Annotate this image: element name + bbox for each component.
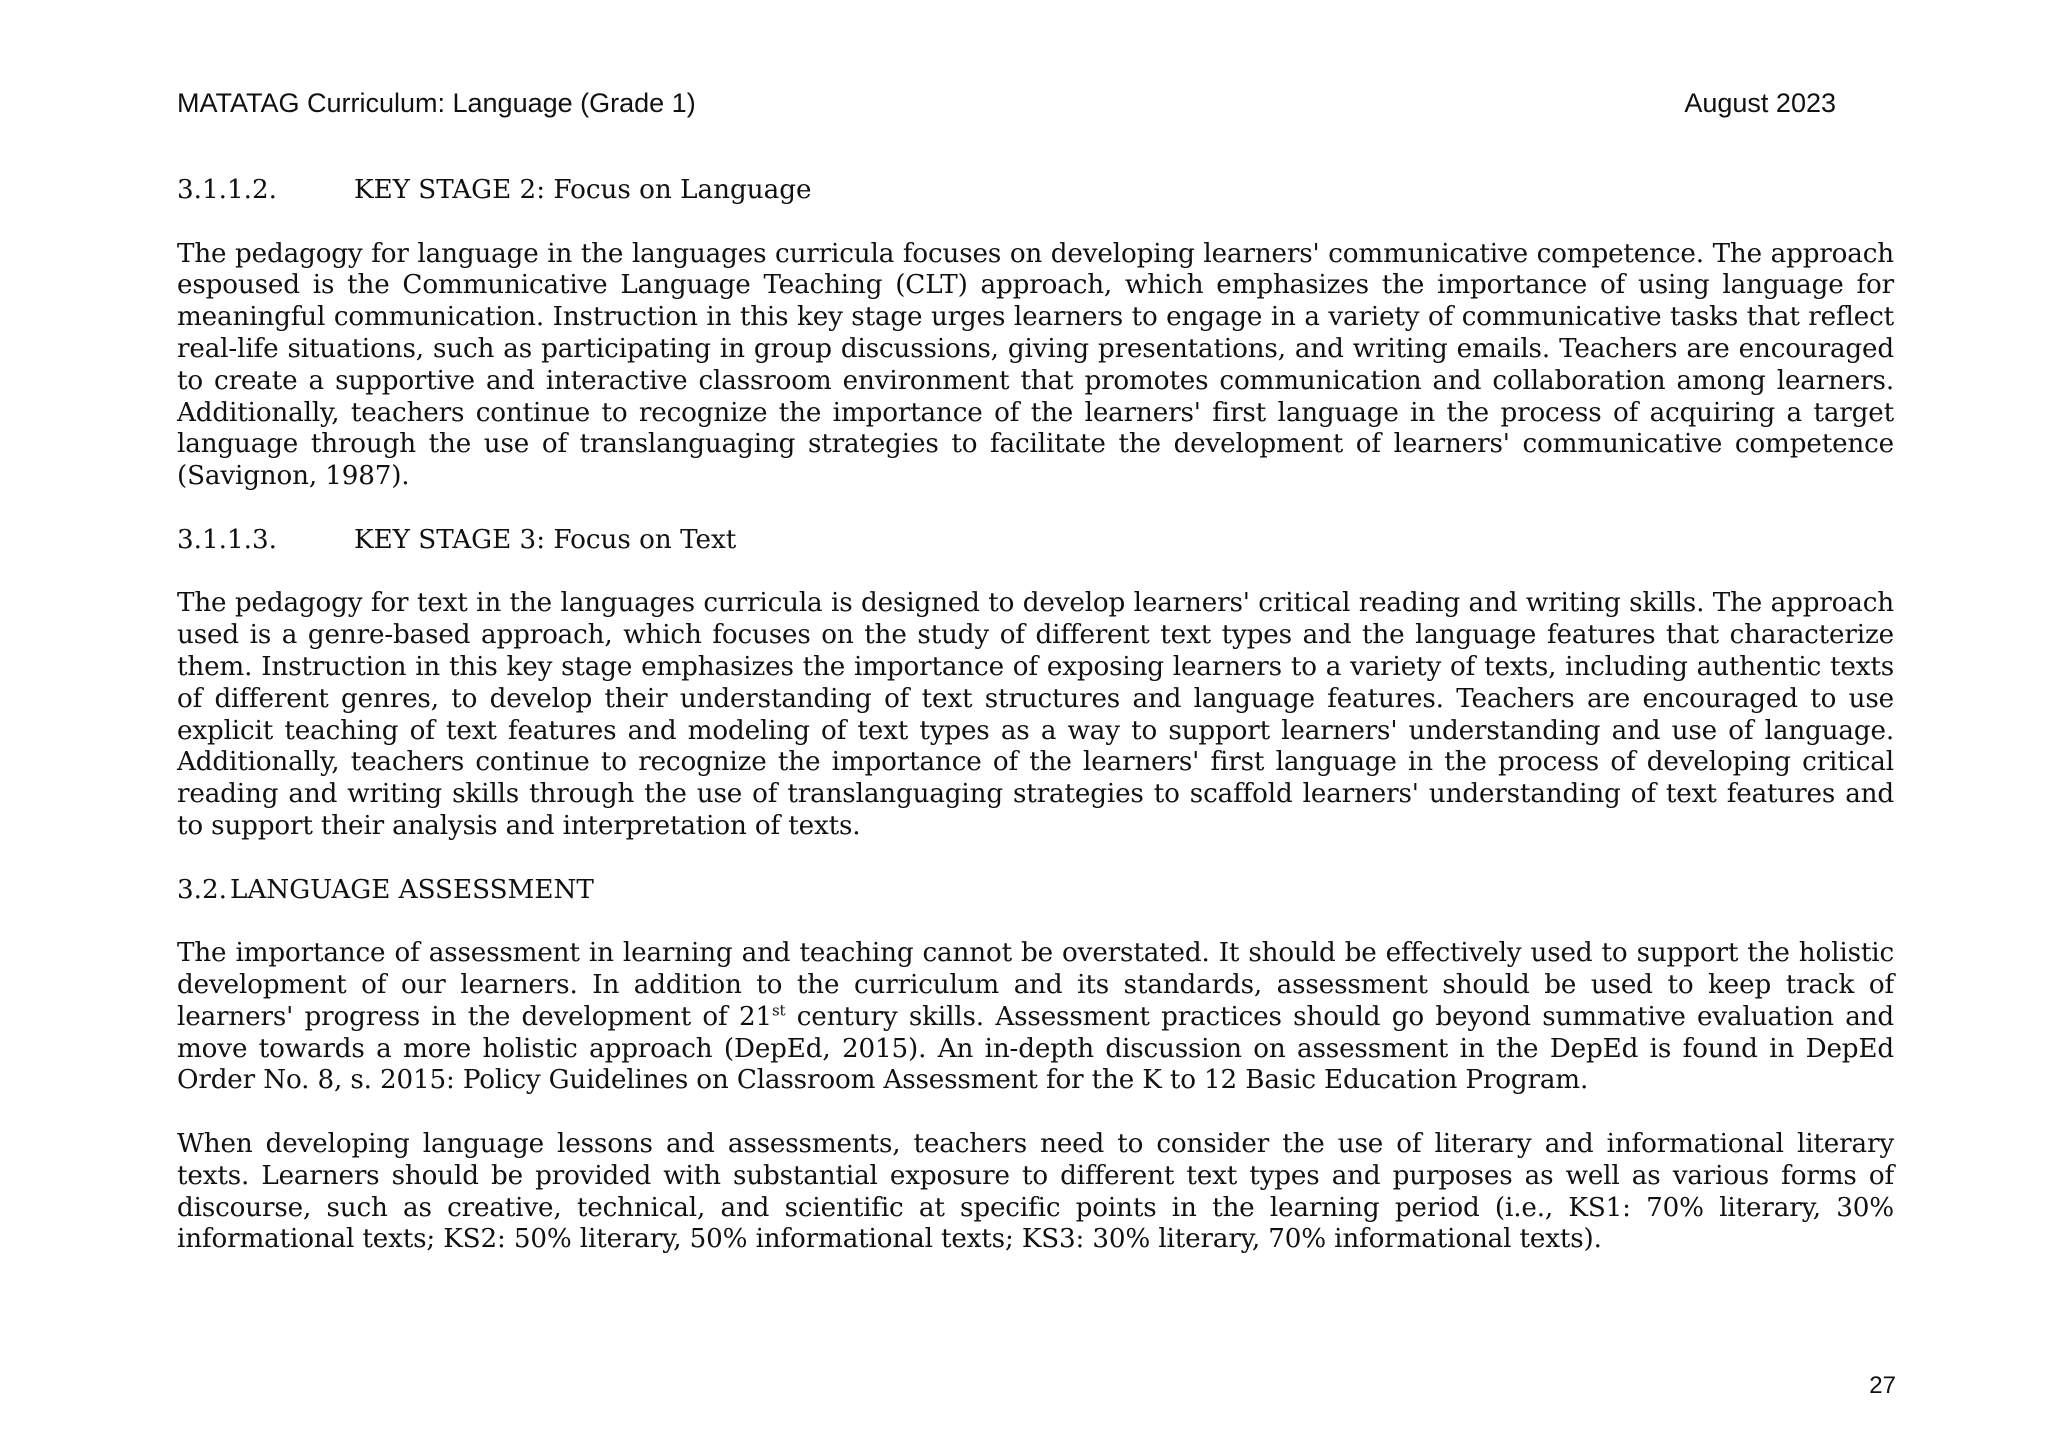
superscript-st: st	[771, 1000, 786, 1019]
section-number: 3.1.1.3.	[177, 524, 277, 555]
paragraph-key-stage-3: The pedagogy for text in the languages curricula is designed to develop learners' critical reading and writing skills. The approach used is a genre-based approach, which focuses on the study of different text types and the language features that characterize them. Instruction in this key stage emphasizes the importance of exposing learners to a variety of texts, including authentic texts of different genres, to develop their understanding of text structures and language features. Teachers are encouraged to use explicit teaching of text features and modeling of text types as a way to support learners' understanding and use of language. Additionally, teachers continue to recognize the importance of the learners' first language in the process of developing critical reading and writing skills through the use of translanguaging strategies to scaffold learners' understanding of text features and to support their analysis and interpretation of texts.	[177, 588, 1894, 841]
header-date: August 2023	[1684, 88, 1836, 118]
page-number: 27	[1869, 1372, 1896, 1399]
section-heading-language-assessment	[177, 875, 1894, 907]
section-number: 3.1.1.2.	[177, 175, 277, 205]
section-heading-key-stage-2	[177, 175, 1894, 207]
page-header	[177, 88, 1836, 124]
section-title: KEY STAGE 2: Focus on Language	[354, 175, 812, 205]
paragraph-key-stage-2: The pedagogy for language in the languages curricula focuses on developing learners' communicative competence. The approach espoused is the Communicative Language Teaching (CLT) approach, which emphasizes the importance of using language for meaningful communication. Instruction in this key stage urges learners to engage in a variety of communicative tasks that reflect real-life situations, such as participating in group discussions, giving presentations, and writing emails. Teachers are encouraged to create a supportive and interactive classroom environment that promotes communication and collaboration among learners. Additionally, teachers continue to recognize the importance of the learners' first language in the process of acquiring a target language through the use of translanguaging strategies to facilitate the development of learners' communicative competence (Savignon, 1987).	[177, 238, 1894, 492]
paragraph-literary-texts: When developing language lessons and assessments, teachers need to consider the use of literary and informational literary texts. Learners should be provided with substantial exposure to different text types and purposes as well as various forms of discourse, such as creative, technical, and scientific at specific points in the learning period (i.e., KS1: 70% literary, 30% informational texts; KS2: 50% literary, 50% informational texts; KS3: 30% literary, 70% informational texts).	[177, 1128, 1894, 1255]
section-title: LANGUAGE ASSESSMENT	[230, 874, 594, 905]
section-number: 3.2.	[177, 874, 227, 905]
paragraph-text: century skills. Assessment practices should go beyond summative evaluation and move towards a more holistic approach (DepEd, 2015). An in-depth discussion on assessment in the DepEd is found in DepEd Order No. 8, s. 2015: Policy Guidelines on Classroom Assessment for the K to 12 Basic Education Program.	[177, 1001, 1894, 1096]
header-title: MATATAG Curriculum: Language (Grade 1)	[177, 88, 696, 118]
section-heading-key-stage-3	[177, 525, 1894, 557]
section-title: KEY STAGE 3: Focus on Text	[354, 524, 737, 555]
document-body	[177, 175, 1894, 1256]
paragraph-assessment-importance	[177, 938, 1894, 1097]
paragraph-text: The importance of assessment in learning and teaching cannot be overstated. It should be effectively used to support the holistic development of our learners. In addition to the curriculum and its standards, assessment should be used to keep track of learners' progress in the development of 21	[177, 938, 1894, 1032]
